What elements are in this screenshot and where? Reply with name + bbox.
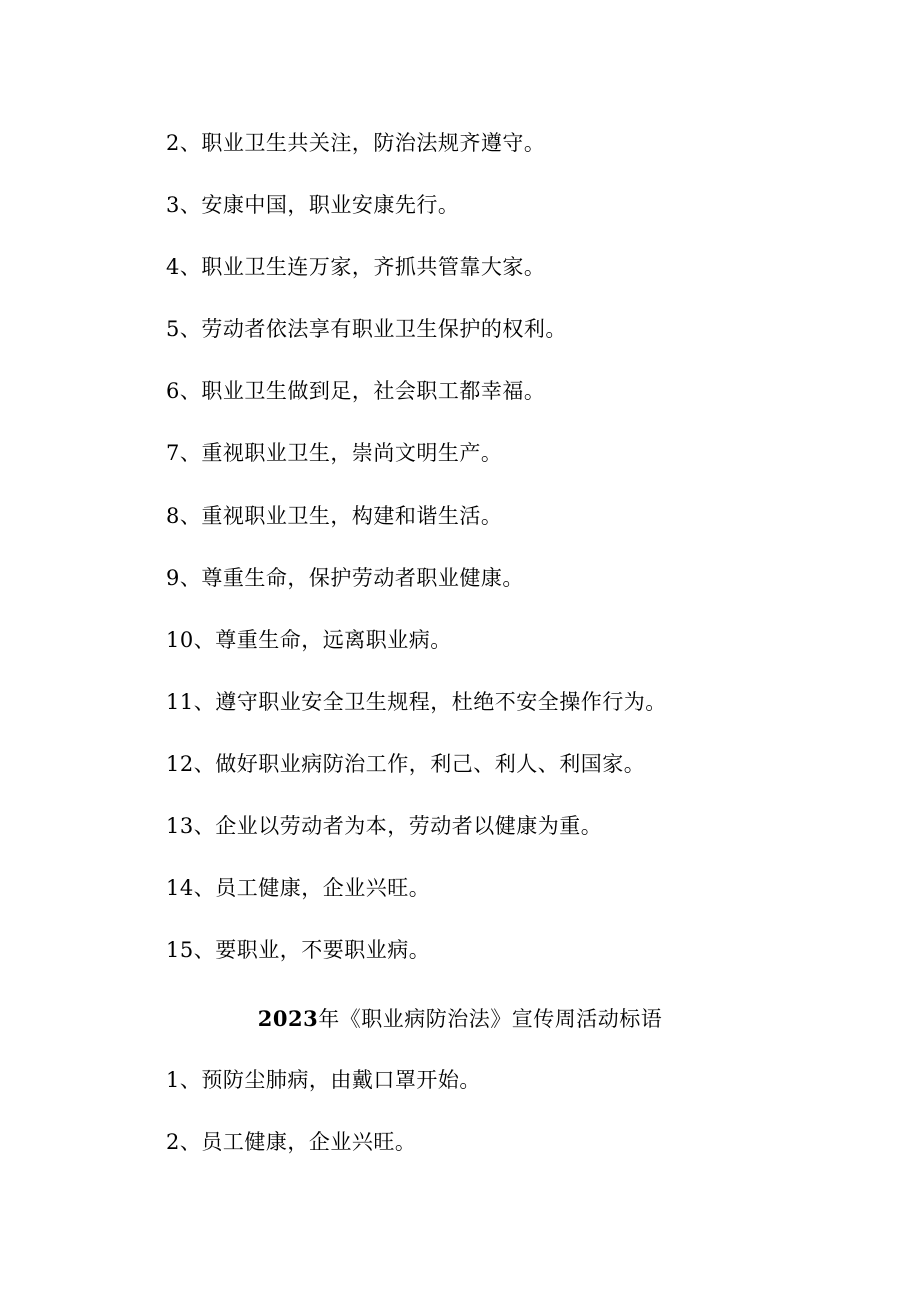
- slogan-item: 5、劳动者依法享有职业卫生保护的权利。: [166, 317, 567, 341]
- slogan-item: 12、做好职业病防治工作，利己、利人、利国家。: [166, 752, 646, 776]
- slogan-item: 4、职业卫生连万家，齐抓共管靠大家。: [166, 255, 546, 279]
- slogan-item: 7、重视职业卫生，崇尚文明生产。: [166, 441, 503, 465]
- slogan-item: 8、重视职业卫生，构建和谐生活。: [166, 504, 503, 528]
- slogan-item: 13、企业以劳动者为本，劳动者以健康为重。: [166, 814, 603, 838]
- slogan-item: 11、遵守职业安全卫生规程，杜绝不安全操作行为。: [166, 690, 667, 714]
- slogan-item: 2、职业卫生共关注，防治法规齐遵守。: [166, 131, 546, 155]
- heading-title: 年《职业病防治法》宣传周活动标语: [318, 1007, 663, 1031]
- slogan-item: 3、安康中国，职业安康先行。: [166, 193, 460, 217]
- slogan-item: 10、尊重生命，远离职业病。: [166, 628, 452, 652]
- slogan-item: 2、员工健康，企业兴旺。: [166, 1130, 417, 1154]
- slogan-item: 9、尊重生命，保护劳动者职业健康。: [166, 566, 524, 590]
- slogan-item: 1、预防尘肺病，由戴口罩开始。: [166, 1068, 481, 1092]
- slogan-item: 6、职业卫生做到足，社会职工都幸福。: [166, 379, 546, 403]
- slogan-item: 14、员工健康，企业兴旺。: [166, 876, 431, 900]
- section-heading: [0, 1005, 920, 1033]
- heading-year: 2023: [257, 1006, 319, 1031]
- slogan-item: 15、要职业，不要职业病。: [166, 938, 431, 962]
